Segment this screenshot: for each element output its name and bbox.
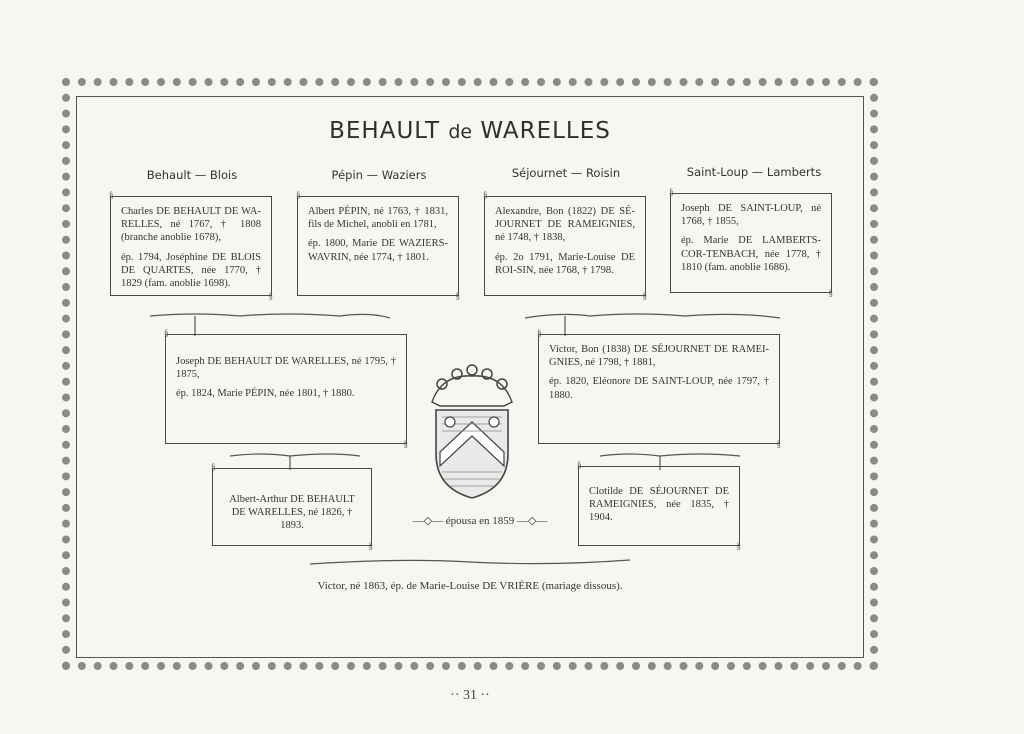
box-alexandre-sejournet xyxy=(484,196,646,296)
box-clotilde xyxy=(578,466,740,546)
box-text: ép. 2o 1791, Marie-Louise DE ROI-SIN, née 1768, † 1798. xyxy=(495,251,635,276)
box-albert-pepin xyxy=(297,196,459,296)
box-joseph-de-behault xyxy=(165,334,407,444)
marriage-note: —◇— épousa en 1859 —◇— xyxy=(412,515,548,527)
box-text: § Victor, Bon (1838) DE SÉJOURNET DE RAMEI-GNIES, né 1798, † 1881, xyxy=(549,344,769,369)
box-text: § Joseph DE SAINT-LOUP, né 1768, † 1855, xyxy=(681,203,821,228)
box-text: § Albert PÉPIN, né 1763, † 1831, fils de Michel, anobli en 1781, xyxy=(308,206,448,231)
column-heading-sejournet-roisin: Séjournet — Roisin xyxy=(511,166,621,180)
box-victor-sejournet xyxy=(538,334,780,444)
box-text: ép. 1820, Eléonore DE SAINT-LOUP, née 1797, † 1880. xyxy=(549,376,769,401)
descendant-line xyxy=(300,556,640,570)
footer-note: Victor, né 1863, ép. de Marie-Louise DE VRIÈRE (mariage dissous). xyxy=(317,580,623,592)
box-text: § Clotilde DE SÉJOURNET DE RAMEIGNIES, née 1835, † 1904. xyxy=(589,486,729,524)
box-text: ép. 1794, Joséphine DE BLOIS DE QUARTES, née 1770, † 1829 (fam. anoblie 1698). xyxy=(121,251,261,290)
column-heading-saintloup-lamberts: Saint-Loup — Lamberts xyxy=(686,165,822,179)
page-number: ·· 31 ·· xyxy=(450,688,490,703)
box-text: § Charles DE BEHAULT DE WA-RELLES, né 1767, † 1808 (branche anoblie 1678), xyxy=(121,206,261,244)
coat-of-arms-icon xyxy=(422,362,522,502)
box-text: ép. 1824, Marie PÉPIN, née 1801, † 1880. xyxy=(176,388,355,400)
ornament-right-icon: —◇— xyxy=(516,515,548,527)
box-text: § Joseph DE BEHAULT DE WARELLES, né 1795, † 1875, xyxy=(176,356,396,381)
column-heading-pepin-waziers: Pépin — Waziers xyxy=(331,168,427,182)
page-title: BEHAULT de WARELLES xyxy=(329,118,611,144)
column-heading-behault-blois: Behault — Blois xyxy=(146,168,238,182)
box-albert-arthur xyxy=(212,468,372,546)
box-joseph-saint-loup xyxy=(670,193,832,293)
box-charles-de-behault xyxy=(110,196,272,296)
box-text: ép. Marie DE LAMBERTS-COR-TENBACH, née 1778, † 1810 (fam. anoblie 1686). xyxy=(681,235,821,273)
box-text: § Albert-Arthur DE BEHAULT DE WARELLES, né 1826, † 1893. xyxy=(229,494,355,532)
ornament-left-icon: —◇— xyxy=(412,515,444,527)
box-text: § Alexandre, Bon (1822) DE SÉ-JOURNET DE RAMEIGNIES, né 1748, † 1838, xyxy=(495,206,635,244)
box-text: ép. 1800, Marie DE WAZIERS-WAVRIN, née 1774, † 1801. xyxy=(308,238,448,263)
